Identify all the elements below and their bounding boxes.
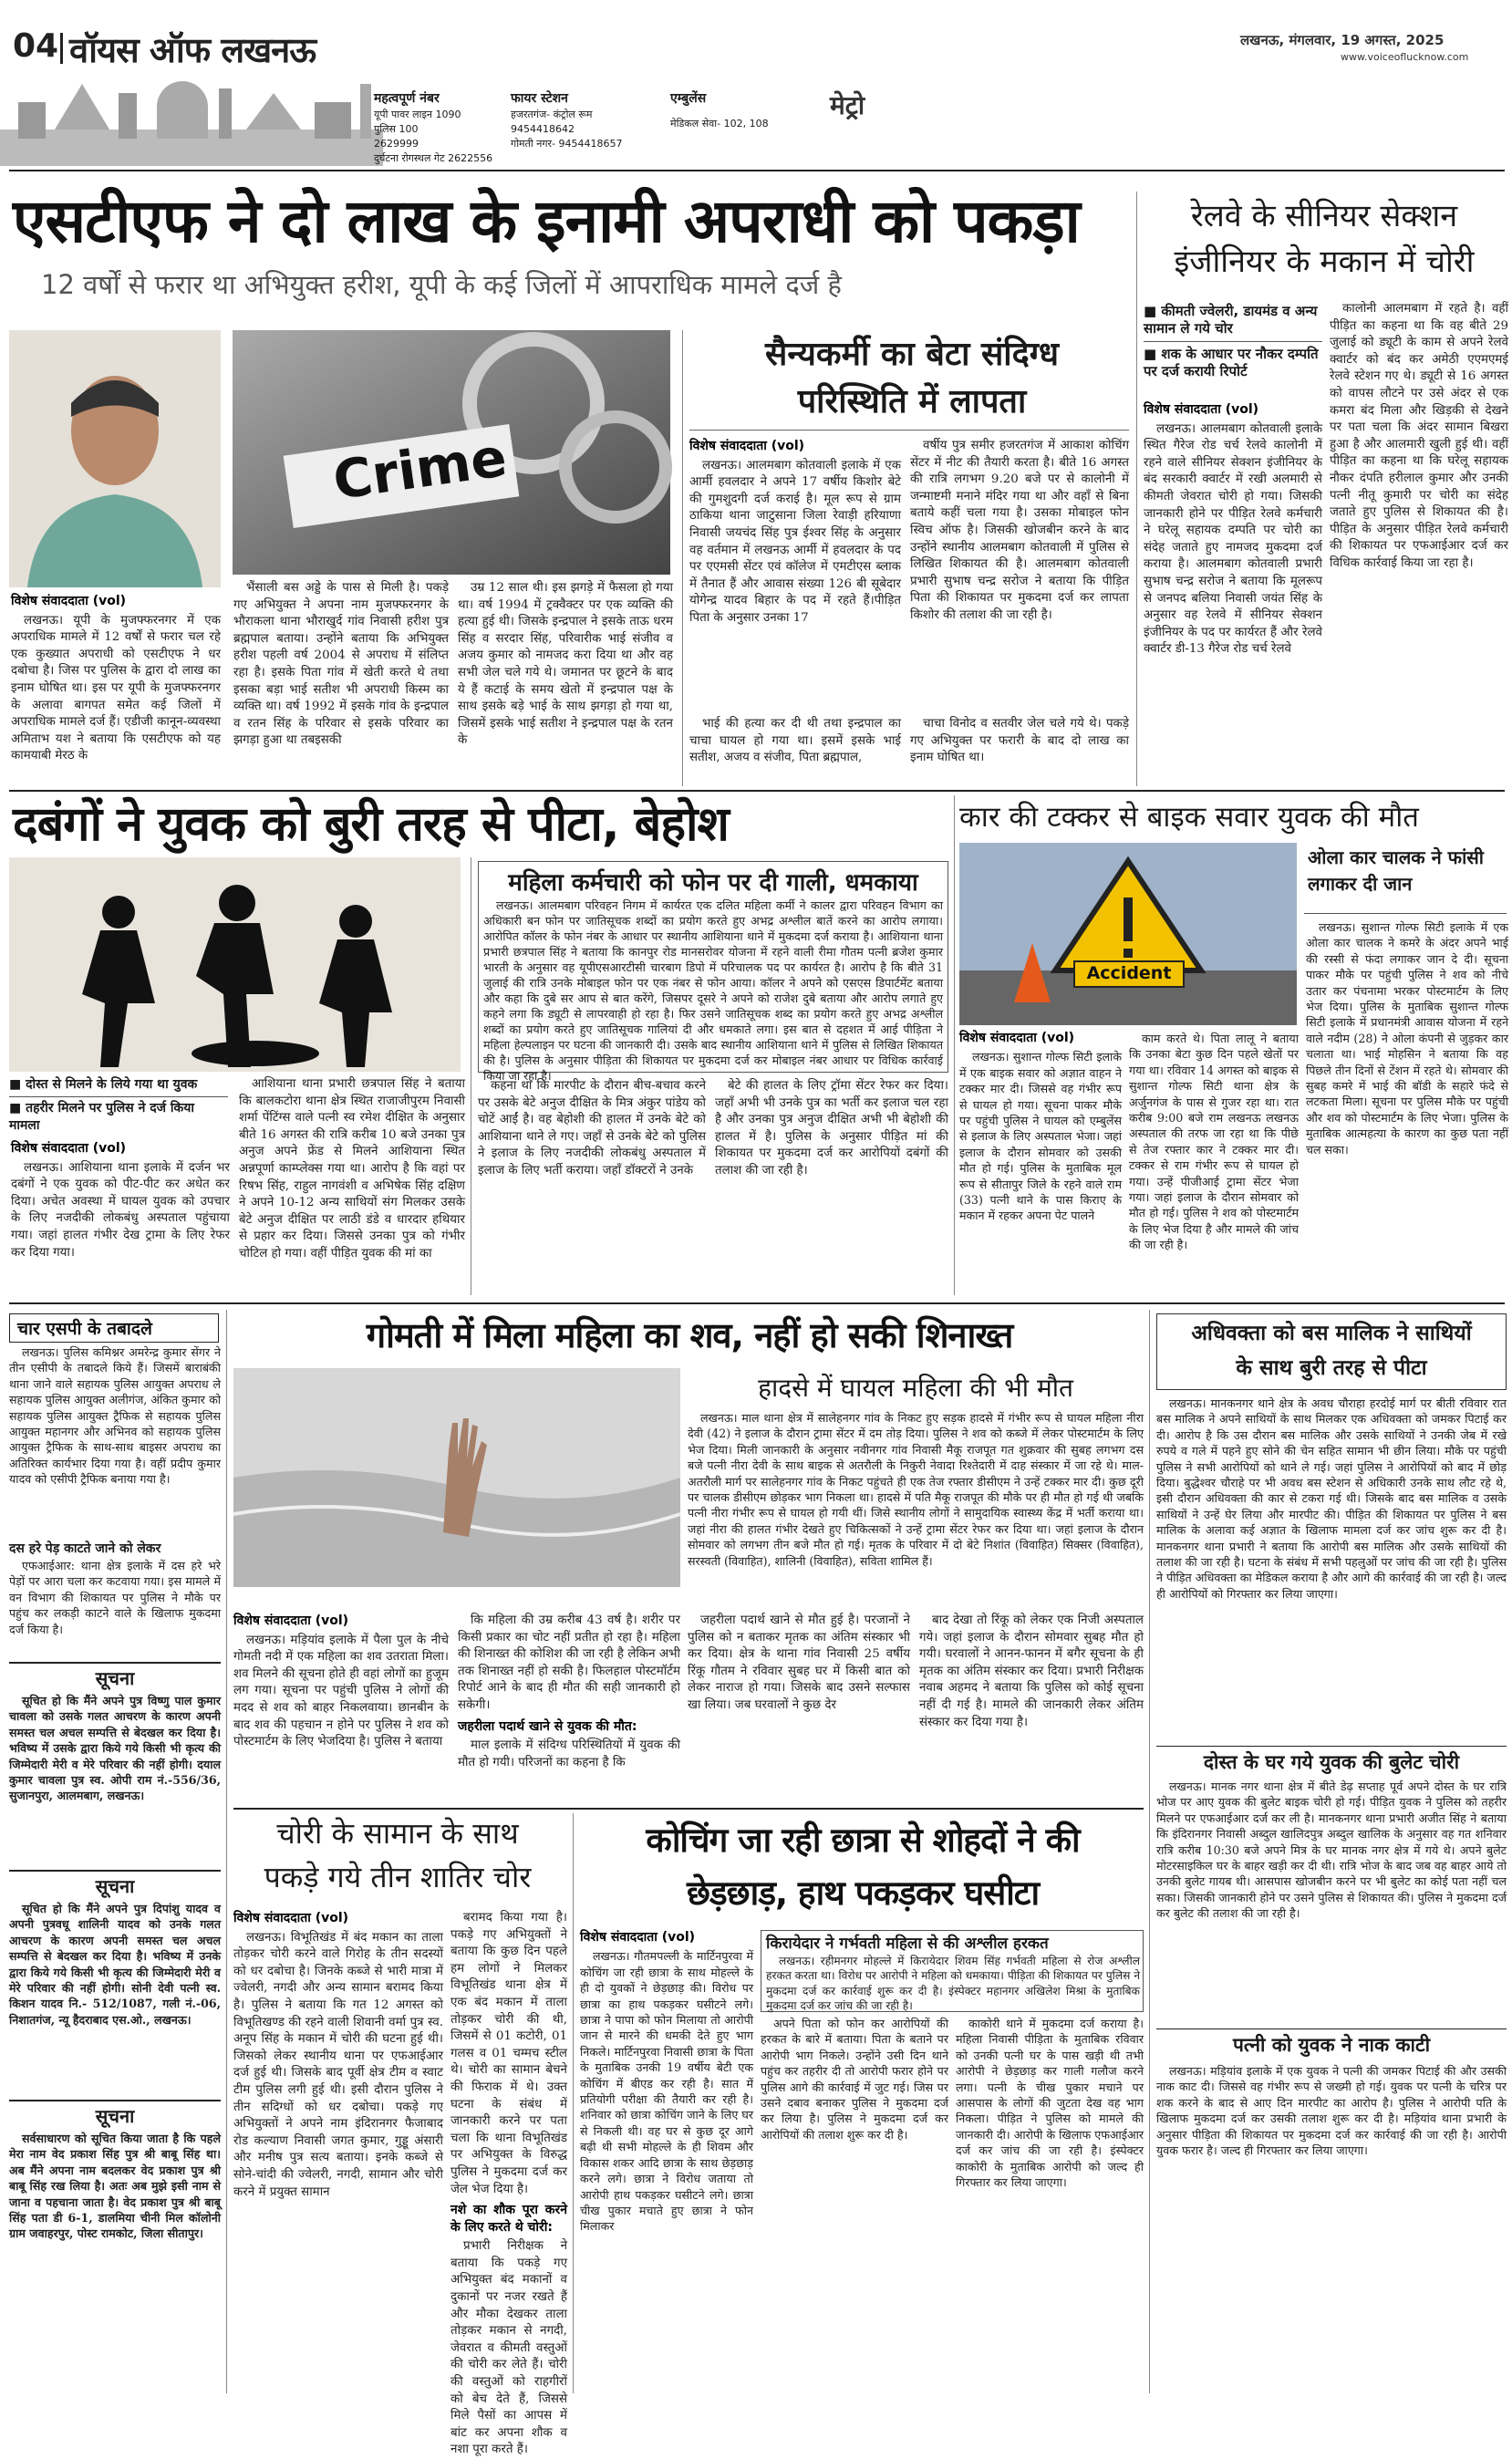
abuse-headline: महिला कर्मचारी को फोन पर दी गाली, धमकाया: [508, 869, 918, 897]
section-rule: [233, 1808, 1144, 1810]
asp-subhead: दस हरे पेड़ काटते जाने को लेकर: [9, 1541, 161, 1556]
divider: [1136, 192, 1137, 786]
theft-column-1: विशेष संवाददाता (vol) लखनऊ। विभूतिखंड में बंद मकान का ताला तोड़कर चोरी करने वाले गिरोह के तीन सदस्यों को धर दबोचा है। जिनके कब्जे से भारी मात्रा में ज्वेलरी, नगदी और अन्य सामान बरामद किया है। पुलिस ने बताया कि गत 12 अगस्त को विभूतिखण्ड की रहने वाली शिवानी वर्मा पुत्र स्व. अनूप सिंह के मकान में चोरी की घटना हुई थी। जिसको लेकर स्थानीय थाना पर एफआईआर दर्ज हुई थी। जिसके बाद पूर्वी क्षेत्र टीम व स्वाट टीम पुलिस लगी हुई थी। इसी दौरान पुलिस ने तीन सदिग्धों को धर दबोचा। पकड़े गए अभियुक्तों ने अपने नाम इंदिरानगर फैजाबाद रोड कल्याण निवासी जगत कुमार, गुड्डू अंसारी और मनीष पुत्र सत्य बताया। इनके कब्जे से सोने-चांदी की ज्वेलरी, नगदी, सामान और चोरी करने में प्रयुक्त सामान: [233, 1911, 443, 2199]
masthead: [0, 0, 1512, 173]
asp-headline: चार एसपी के तबादले: [9, 1313, 219, 1343]
railway-column-1: विशेष संवाददाता (vol) लखनऊ। आलमबाग कोतवाली इलाके स्थित गैरेज रोड चर्च रेलवे कालोनी में रहने वाले सीनियर सेक्शन इंजीनियर के बंद सरकारी क्वार्टर में रखी अलमारी से कीमती जेवरात चोरी हो गया। जिसकी जानकारी होने पर पीड़ित रेलवे कर्मचारी ने घरेलू सहायक दम्पति पर चोरी का संदेह जताते हुए नामजद मुकदमा दर्ज कराया है। आलमबाग कोतवाली प्रभारी सुभाष चन्द्र सरोज ने बताया कि मूलरूप से जनपद बलिया निवासी जयंत सिंह के अनुसार वह रेलवे में सीनियर सेक्शन इंजीनियर के पद पर कार्यरत हैं और रेलवे क्वार्टर डी-13 गैरेज रोड चर्च रेलवे: [1144, 402, 1322, 657]
ola-column: लखनऊ। सुशान्त गोल्फ सिटी इलाके में एक ओला कार चालक ने कमरे के अंदर अपने भाई की रस्सी से फंदा लगाकर जान दे दी। सूचना पाकर मौके पर पहुंची पुलिस ने शव को नीचे उतार कर पंचनामा भरकर पोस्टमार्टम के लिए भेज दिया। पुलिस के मुताबिक सुशान्त गोल्फ सिटी इलाके में प्रधानमंत्री आवास योजना में रहने वाले नदीम (28) ने ओला कंपनी से जुड़कर कार चलाता था। भाई मोहसिन ने बताया कि वह पिछले तीन दिनों से टेंशन में रहते थे। सोमवार की सुबह कमरे में भाई की बॉडी के सहारे फंदे से लटकता मिला। सूचना पर पुलिस मौके पर पहुंची और शव को पोस्टमार्टम के लिए भेजा। पुलिस के मुताबिक आत्महत्या के कारण का कुछ पता नहीं चल सका।: [1306, 920, 1508, 1157]
theft-column-2: बरामद किया गया है। पकड़े गए अभियुक्तों ने बताया कि कुछ दिन पहले हम लोगों ने मिलकर विभूतिखंड थाना क्षेत्र में एक बंद मकान में ताला तोड़कर चोरी की थी, जिसमें से 01 कटोरी, 01 गलस व 01 चम्मच स्टील थे। चोरी का सामान बेचने की फिराक में थे। उक्त घटना के संबंध में जानकारी करने पर पता चला कि थाना विभूतिखंड पर अभियुक्त के विरुद्ध पुलिस ने मुकदमा दर्ज कर जेल भेज दिया है। नशे का शौक पूरा करने के लिए करते थे चोरी: प्रभारी निरीक्षक ने बताया कि पकड़े गए अभियुक्त बंद मकानों व दुकानों पर नजर रखते हैं और मौका देखकर ताला तोड़कर मकान से नगदी, जेवरात व कीमती वस्तुओं की चोरी कर लेते हैं। चोरी की वस्तुओं को राहगीरों को बेच देते हैं, जिससे मिले पैसों का आपस में बांट कर अपना शौक व नशा पूरा करते हैं।: [450, 1911, 567, 2457]
advocate-text: लखनऊ। मानकनगर थाने क्षेत्र के अवध चौराहा हरदोई मार्ग पर बीती रविवार रात बस मालिक ने अपने साथियों के साथ मिलकर एक अधिवक्ता को जमकर पिटाई कर दी। आरोप है कि उस दौरान बस मालिक और उसके साथियों ने उनकी जेब में रखे रुपये व गले में पहने हुए सोने की चेन सहित सामान भी छीन लिया। मौके पर पहुंची पुलिस ने सभी आरोपियों को थाने ले गई। जहां पुलिस ने आरोपियों को बाद में छोड़ दिया। बुद्धेश्वर चौराहे पर भी अवध बस स्टेशन से अधिकारी उनके साथ लौट रहे थे, इसी दौरान अधिवक्ता की कार से टकरा गई थी। जिसके बाद बस मालिक व उसके साथियों ने उन्हें घेर लिया और मारपीट की। पीड़ित की शिकायत पर पुलिस ने बस मालिक के अलावा कई अज्ञात के खिलाफ मामला दर्ज कर जांच शुरू कर दी है। मानकनगर थाना प्रभारी ने बताया कि आरोपी बस मालिक और उसके साथियों की तलाश की जा रही है। घटना के संबंध में सभी पहलुओं पर जांच की जा रही है। पुलिस ने पीड़ित अधिवक्ता का मेडिकल कराया है और आगे की कार्रवाई की जा रही है। जल्द ही आरोपियों को गिरफ्तार कर लिया जाएगा।: [1156, 1396, 1507, 1601]
advocate-headline-1: अधिवक्ता को बस मालिक ने साथियों: [1191, 1322, 1472, 1345]
rail-rule: [9, 2100, 221, 2101]
fire-list: हजरतगंज- कंट्रोल रूम 9454418642 गोमती नगर- 9454418657: [511, 109, 623, 150]
assault-photo: [9, 857, 461, 1072]
gomti-column-1: विशेष संवाददाता (vol) लखनऊ। मड़ियांव इलाके में पैला पुल के नीचे गोमती नदी में एक महिला का शव उतराता मिला। शव मिलने की सूचना होते ही वहां लोगों का हुजूम लग गया। सूचना पर पहुंची पुलिस ने लोगों की मदद से शव को बाहर निकलवाया। छानबीन के बाद शव की पहचान न होने पर पुलिस ने शव को पोस्टमार्टम के लिए भेजदिया है। पुलिस ने बताया: [233, 1613, 449, 1749]
page-number: 04: [13, 27, 59, 65]
gomti-headline: गोमती में मिला महिला का शव, नहीं हो सकी शिनाख्त: [366, 1315, 1013, 1355]
lead-column-2: भैंसाली बस अड्डे के पास से मिली है। पकड़े गए अभियुक्त ने अपना नाम मुजफ्फरनगर के भौराकला थाना भौराखुर्द गांव निवासी हरीश पुत्र ब्रह्मपाल बताया। उन्होंने बताया कि अभियुक्त हरीश पहली वर्ष 2004 से अपराध में संलिप्त रहा है। इसके पिता गांव में खेती करते थे तथा इसका बड़ा भाई सतीश भी अपराधी किस्म का व्यक्ति था। वर्ष 1992 में इसके गांव के इन्द्रपाल व रतन सिंह के परिवार से इसके परिवार का झगड़ा हुआ था तबइसकी: [233, 581, 449, 748]
accident-byline: विशेष संवाददाता (vol): [959, 1031, 1075, 1045]
bullet-theft-text: लखनऊ। मानक नगर थाना क्षेत्र में बीते डेढ़ सप्ताह पूर्व अपने दोस्त के घर रात्रि भोज पर आए युवक की बुलेट बाइक चोरी हो गई। पीड़ित युवक ने पुलिस को तहरीर मिलने पर एफआईआर दर्ज कर ली है। मानकनगर थाना प्रभारी अजीत सिंह ने बताया कि इंदिरानगर निवासी अब्दुल खालिदपुत्र अब्दुल खालिक के अनुसार वह गत शनिवार रात्रि करीब 10:30 बजे अपने मित्र के घर मानक नगर क्षेत्र में गये थे। अपने बुलेट मोटरसाइकिल घर के बाहर खड़ी कर दी थी। रात्रि भोज के बाद जब वह बाहर आये तो उनकी बुलेट गायब थी। आसपास खोजबीन करने पर भी बुलेट का कोई पता नहीं चल सका। जिसकी जानकारी होने पर उसने पुलिस से शिकायत की। पुलिस ने मुकदमा दर्ज कर बुलेट की तलाश की जा रही है।: [1156, 1779, 1507, 1921]
accident-sign-label: Accident: [1086, 963, 1172, 983]
advocate-headline-2: के साथ बुरी तरह से पीटा: [1236, 1356, 1427, 1380]
injured-text: लखनऊ। माल थाना क्षेत्र में सालेहनगर गांव के निकट हुए सड़क हादसे में गंभीर रूप से घायल महिला नीरा देवी (42) ने इलाज के दौरान ट्रामा सेंटर में दम तोड़ दिया। पुलिस ने शव को कब्जे में लेकर पोस्टमार्टम के लिए भेज दिया। मिली जानकारी के अनुसार नवीनगर गांव निवासी मैकू राजपूत गत शुक्रवार की सुबह लगभग दस बजे पत्नी नीरा देवी के साथ बाइक से अतरौली के निकुरी नेवादा रिश्तेदारी में दाह संस्कार में जा रहे थे। माल-अतरौली मार्ग पर सालेहनगर गांव के निकट पहुंचते ही एक तेज रफ्तार डीसीएम ने उन्हें टक्कर मार दी। कुछ दूरी पर चालक डीसीएम छोड़कर भाग निकला था। हादसे में पति मैकू राजपूत की मौके पर ही मौत हो गई थी जबकि पत्नी नीरा गंभीर रूप से घायल हो गयी थीं। जिसे स्थानीय लोगों ने सामुदायिक स्वास्थ्य केंद्र में भर्ती कराया था। जहां नीरा की हालत गंभीर देखते हुए चिकित्सकों ने उन्हें ट्रामा सेंटर रेफर कर दिया था। जहां इलाज के दौरान सोमवार को लगभग तीन बजे मौत हो गई। मृतक के परिवार में दो बेटे निशांत (विवाहित) सिक्सर (विवाहित), सरस्वती (विवाहित), शालिनी (विवाहित), सविता शामिल हैं।: [688, 1411, 1144, 1568]
nose-text: लखनऊ। मड़ियांव इलाके में एक युवक ने पत्नी की जमकर पिटाई की और उसकी नाक काट दी। जिससे वह गंभीर रूप से जख्मी हो गई। युवक पर पत्नी के चरित्र पर शक करने के बाद से आए दिन मारपीट का आरोप है। पुलिस ने आरोपी पति के खिलाफ मुकदमा दर्ज कर उसकी तलाश शुरू कर दी है। मड़ियांव थाना प्रभारी के अनुसार पीड़िता की शिकायत पर मुकदमा दर्ज कर कार्रवाई की जा रही है। आरोपी युवक फरार है। जल्द ही गिरफ्तार कर लिया जाएगा।: [1156, 2064, 1507, 2158]
accident-column-1: विशेष संवाददाता (vol) लखनऊ। सुशान्त गोल्फ सिटी इलाके में एक बाइक सवार को अज्ञात वाहन ने टक्कर मार दी। जिससे वह गंभीर रूप से घायल हो गया। सूचना पाकर मौके पर पहुंची पुलिस ने घायल को एम्बुलेंस से इलाज के लिए अस्पताल भेजा। जहां इलाज के दौरान सोमवार को उसकी मौत हो गई। पुलिस के मुताबिक मूल रूप से सीतापुर जिले के रहने वाले राम (33) पत्नी थाने के पास किराए के मकान में रहकर अपना पेट पालने: [959, 1031, 1122, 1223]
notice-3-text: सर्वसाधारण को सूचित किया जाता है कि पहले मेरा नाम वेद प्रकाश सिंह पुत्र श्री बाबू सिंह था। अब मैंने अपना नाम बदलकर वेद प्रकाश पुत्र श्री बाबू सिंह रख लिया है। अतः अब मुझे इसी नाम से जाना व पहचाना जाता है। वेद प्रकाश पुत्र श्री बाबू सिंह पता डी 6-1, डालमिया चीनी मिल कॉलोनी ग्राम जवाहरपुर, पोस्ट रामकोट, जिला सीतापुर।: [9, 2132, 221, 2241]
theft-headline-2: पकड़े गये तीन शातिर चोर: [264, 1860, 532, 1894]
gomti-column-3: जहरीला पदार्थ खाने से मौत हुई है। परजानों ने पुलिस को न बताकर मृतक का अंतिम संस्कार भी कर दिया। क्षेत्र के थाना गांव निवासी 25 वर्षीय रिंकू गौतम ने रविवार सुबह घर में किसी बात को लेकर नाराज हो गया। जिसके बाद उसने सल्फास खा लिया। जब घरवालों ने कुछ देर: [688, 1613, 910, 1712]
assault-column-4: बेटे की हालत के लिए ट्रॉमा सेंटर रेफर कर दिया। जहाँ अभी भी उनके पुत्र का भर्ती कर इलाज चल रहा है और उनका पुत्र अनुज दीक्षित अभी भी बेहोशी की हालत में है। पुलिस के अनुसार पीड़ित मां की शिकायत पर मुकदमा दर्ज कर आरोपियों दबंगों की तलाश की जा रही है।: [715, 1079, 948, 1178]
notice-1-title: सूचना: [95, 1667, 135, 1689]
tenant-headline: किरायेदार ने गर्भवती महिला से की अश्लील हरकत: [766, 1935, 1049, 1953]
paper-title: वॉयस ऑफ लखनऊ: [69, 30, 316, 70]
coaching-column-2: अपने पिता को फोन कर आरोपियों की हरकत के बारे में बताया। पिता के बताने पर आरोपी भाग निकले। उन्होंने उसी दिन थाने पहुंच कर तहरीर दी तो आरोपी फरार होने पर पुलिस आगे की कार्रवाई में जुट गई। जिस पर उसने दबाव बनाकर पुलिस ने मुकदमा दर्ज कर लिया है। पुलिस ने मुकदमा दर्ज कर आरोपियों की तलाश शुरू कर दी है।: [761, 2017, 948, 2142]
poison-headline: जहरीला पदार्थ खाने से युवक की मौत:: [458, 1718, 637, 1734]
divider: [226, 1310, 227, 2393]
rail-rule: [9, 1662, 221, 1664]
assault-column-3: कहना था कि मारपीट के दौरान बीच-बचाव करने पर उसके बेटे अनुज दीक्षित के मित्र अंकुर पांडेय को चोटें आईं है। वह बेहोशी की हालत में उनके बेटे को आशियाना थाने ले गए। जहाँ से उनके बेटे को पुलिस ने इलाज के लिए नजदीकी लोकबंधु अस्पताल में इलाज के लिए भर्ती कराया। जहाँ डॉक्टरों ने उनके: [478, 1079, 706, 1178]
website: www.voiceoflucknow.com: [1341, 51, 1469, 63]
notice-2-title: सूचना: [95, 1875, 135, 1897]
missing-column-2: वर्षीय पुत्र समीर हजरतगंज में आकाश कोचिंग सेंटर में नीट की तैयारी करता है। बीते 16 अगस्त की रात्रि लगभग 9.20 बजे पर से कालोनी में जन्माष्टमी मनाने मंदिर गया था और वहाँ से बिना बताये कहीं चला गया है। उसका मोबाइल फोन स्विच ऑफ है। जिसकी खोजबीन करने के बाद उन्होंने स्थानीय आलमबाग कोतवाली में पुलिस से लिखित शिकायत की है। आलमबाग कोतवाली प्रभारी सुभाष चन्द्र सरोज ने बताया कि पीड़ित पिता की शिकायत पर मुकदमा दर्ज कर लापता किशोर की तलाश की जा रही है।: [910, 439, 1129, 622]
railway-bullet-1: ■ कीमती ज्वेलरी, डायमंड व अन्य सामान ले गये चोर: [1144, 301, 1322, 342]
masthead-divider: [60, 33, 63, 64]
accident-column-2: काम करते थे। पिता लालू ने बताया कि उनका बेटा कुछ दिन पहले खेतों पर गया था। रविवार 14 अगस्त को बाइक से सुशान्त गोल्फ सिटी थाना क्षेत्र के अर्जुनगंज के पास से गुजर रहा था। रात करीब 9:00 बजे राम लखनऊ लखनऊ अस्पताल की तरफ जा रहा था कि पीछे से तेज रफ्तार कार ने टक्कर मार दी। टक्कर से राम गंभीर रूप से घायल हो गया। उन्हें पीजीआई ट्रामा सेंटर भेजा गया। जहां इलाज के दौरान सोमवार को मौत हो गई। पुलिस ने शव को पोस्टमार्टम के लिए भेज दिया है और मामले की जांच की जा रही है।: [1129, 1032, 1299, 1252]
lead-headline: एसटीएफ ने दो लाख के इनामी अपराधी को पकड़ा: [13, 186, 1080, 256]
coaching-byline: विशेष संवाददाता (vol): [580, 1930, 696, 1945]
railway-headline-2: इंजीनियर के मकान में चोरी: [1174, 244, 1475, 280]
assault-byline: विशेष संवाददाता (vol): [11, 1141, 127, 1156]
assault-bullet-2: ■ तहरीर मिलने पर पुलिस ने दर्ज किया मामला: [9, 1101, 195, 1133]
lead-subhead: 12 वर्षों से फरार था अभियुक्त हरीश, यूपी के कई जिलों में आपराधिक मामले दर्ज है: [41, 269, 842, 300]
coaching-column-4: काकोरी थाने में मुकदमा दर्ज कराया है। महिला निवासी पीड़िता के मुताबिक रविवार को उनकी पत्नी घर के पास खड़ी थी तभी आरोपी ने छेड़छाड़ कर गाली गलौज करने लगा। पत्नी के चीख पुकार मचाने पर आसपास के लोगों की जुटता देख वह भाग निकला। पीड़ित ने पुलिस को मामले की जानकारी दी। आरोपी के खिलाफ एफआईआर दर्ज कर जांच की जा रही है। इंस्पेक्टर काकोरी के मुताबिक आरोपी को जल्द ही गिरफ्तार कर लिया जाएगा।: [956, 2017, 1144, 2190]
assault-column-2: आशियाना थाना प्रभारी छत्रपाल सिंह ने बताया कि बालकटोरा थाना क्षेत्र स्थित राजाजीपुरम निवासी शर्मा पेंटिंग्स वाले पत्नी स्व रमेश दीक्षित के अनुसार बीते 16 अगस्त की रात्रि करीब 10 बजे उनका पुत्र अनुज अपने फ्रेंड से मिलने आशियाना स्थित अन्नपूर्णा काम्प्लेक्स गया था। आरोप है कि वहां पर रिषभ सिंह, राहुल नागवंशी व अभिषेक सिंह दक्षिण ने अपने 10-12 अन्य साथियों संग मिलकर उसके बेटे अनुज दीक्षित पर लाठी डंडे व धारदार हथियार से प्रहार कर दिया। जिससे उनका पुत्र को गंभीर चोटिल हो गया। वहीं पीड़ित युवक की मां का: [239, 1077, 465, 1261]
fire-title: फायर स्टेशन: [511, 91, 568, 106]
crime-photo-label: Crime: [329, 426, 511, 512]
rail-rule: [1156, 1746, 1507, 1747]
date-line: लखनऊ, मंगलवार, 19 अगस्त, 2025: [1240, 32, 1445, 48]
asp-subtext: एफआईआर: थाना क्षेत्र इलाके में दस हरे भरे पेड़ों पर आरा चला कर कटवाया गया। इस मामले में वन विभाग की शिकायत पर पुलिस ने मौके पर पहुंच कर लकड़ी काटने वाले के खिलाफ मुकदमा दर्ज किया है।: [9, 1559, 221, 1636]
notice-3-title: सूचना: [95, 2105, 135, 2127]
missing-byline: विशेष संवाददाता (vol): [689, 439, 805, 453]
railway-bullet-2: ■ शक के आधार पर नौकर दम्पति पर दर्ज करायी रिपोर्ट: [1144, 346, 1319, 379]
theft-headline-1: चोरी के सामान के साथ: [276, 1816, 519, 1851]
coaching-headline-1: कोचिंग जा रही छात्रा से शोहदों ने की: [646, 1821, 1080, 1860]
theft-byline: विशेष संवाददाता (vol): [233, 1911, 349, 1925]
skyline-graphic: [0, 66, 383, 166]
important-title: महत्वपूर्ण नंबर: [374, 91, 440, 106]
missing-column-1: विशेष संवाददाता (vol) लखनऊ। आलमबाग कोतवाली इलाके में एक आर्मी हवलदार ने अपने 17 वर्षीय किशोर बेटे की गुमशुदगी दर्ज कराई है। मूल रूप से ग्राम ठाकिया थाना जाटुसाना जिला रेवाड़ी हरियाणा निवासी जयचंद सिंह पुत्र ईश्वर सिंह के अनुसार वह वर्तमान में लखनऊ आर्मी में हवलदार के पद पर एएमसी सेंटर एवं कॉलेज में एमटीएस ब्लाक में तैनात हैं और आवास संख्या 126 बी सूबेदार योगेन्द्र यादव बिहार के पद में रहते हैं।पीड़ित पिता के अनुसार उनका 17: [689, 439, 901, 625]
tenant-text: लखनऊ। रहीमनगर मोहल्ले में किरायेदार शिवम सिंह गर्भवती महिला से रोज अश्लील हरकत करता था। विरोध पर आरोपी ने महिला को धमकाया। पीड़िता की शिकायत पर पुलिस ने मुकदमा दर्ज कर कार्रवाई शुरू कर दी है। इंस्पेक्टर महानगर अखिलेश मिश्रा के मुताबिक मुकदमा दर्ज कर जांच की जा रही है।: [766, 1955, 1140, 2013]
assault-bullet-1: ■ दोस्त से मिलने के लिये गया था युवक: [9, 1074, 228, 1097]
divider: [573, 1813, 574, 2393]
section-name: मेट्रो: [830, 90, 865, 120]
gomti-column-4: बाद देखा तो रिंकू को लेकर एक निजी अस्पताल गये। जहां इलाज के दौरान सोमवार सुबह मौत हो गयी। घरवालों ने आनन-फानन में बगैर सूचना के ही मृतक का अंतिम संस्कार कर दिया। प्रभारी निरीक्षक नवाब अहमद ने बताया कि पुलिस को कोई सूचना नहीं दी गई है। मामले की जानकारी लेकर अंतिम संस्कार कर दिया गया है।: [919, 1613, 1144, 1729]
asp-text: लखनऊ। पुलिस कमिश्नर अमरेन्द्र कुमार सेंगर ने तीन एसीपी के तबादले किये हैं। जिसमें बाराबंकी थाना जाने वाले सहायक पुलिस आयुक्त अपराध ले सहायक पुलिस आयुक्त अलीगंज, अंकित कुमार को सहायक पुलिस आयुक्त ट्रैफिक से सहायक पुलिस आयुक्त महानगर और अभिनव को सहायक पुलिस आयुक्त ट्रैफिक के साथ-साथ बाइसर अपराध का अतिरिक्त कार्यभार दिया गया है। वहीं प्रदीप कुमार यादव को एसीपी ट्रैफिक बनाया गया है।: [9, 1345, 221, 1487]
ambulance-title: एम्बुलेंस: [670, 91, 707, 106]
accident-headline: कार की टक्कर से बाइक सवार युवक की मौत: [959, 801, 1419, 834]
masthead-rule: [9, 170, 1505, 171]
missing-headline-1: सैन्यकर्मी का बेटा संदिग्ध: [765, 336, 1059, 373]
ambulance-list: मेडिकल सेवा- 102, 108: [670, 118, 769, 130]
railway-tail: चाचा विनोद व सतवीर जेल चले गये थे। पकड़े गए अभियुक्त पर फरारी के बाद दो लाख का इनाम घोषित था।: [910, 717, 1129, 765]
assault-column-1: विशेष संवाददाता (vol) लखनऊ। आशियाना थाना इलाके में दर्जन भर दबंगों ने एक युवक को पीट-पीट कर अधेत कर दिया। अचेत अवस्था में घायल युवक को उपचार के लिए नजदीकी लोकबंधु अस्पताल पहुंचाया गया। जहां हालत गंभीर देख ट्रामा के लिए रेफर कर दिया गया।: [11, 1141, 230, 1260]
gomti-column-2: कि महिला की उम्र करीब 43 वर्ष है। शरीर पर किसी प्रकार का चोट नहीं प्रतीत हो रहा है। महिला की शिनाख्त की कोशिश की जा रही है लेकिन अभी तक शिनाख्त नहीं हो सकी है। फिलहाल पोस्टमॉर्टम रिपोर्ट आने के बाद ही मौत की सही जानकारी हो सकेगी। जहरीला पदार्थ खाने से युवक की मौत: माल इलाके में संदिग्ध परिस्थितियों में युवक की मौत हो गयी। परिजनों का कहना है कि: [458, 1613, 680, 1769]
lead-column-3: उम्र 12 साल थी। इस झगड़े में फैसला हो गया था। वर्ष 1994 में ट्रक्वैक्टर पर एक व्यक्ति की हत्या हुई थी। जिसके इन्द्रपाल ने इसके ताऊ धरम सिंह व सरदार सिंह, परिवारीक भाई संजीव व अजय कुमार को नामजद करा दिया था और वह सभी जेल चले गये थे। जमानत पर छूटने के बाद ये हैं कटाई के समय खेतो में इन्द्रपाल पक्ष के साथ इसके बड़े भाई के साथ झगड़ा हो गया था, जिसमें इसके भाई सतीश ने इन्द्रपाल पक्ष के रतन के: [458, 581, 673, 748]
railway-bullets: [1144, 301, 1322, 392]
accident-photo: [959, 843, 1297, 1025]
notice-1-text: सूचित हो कि मैंने अपने पुत्र विष्णु पाल कुमार चावला को उसके गलत आचरण के कारण अपनी समस्त चल अचल सम्पत्ति से बेदखल कर दिया है। भविष्य में उसके द्वारा किये गये किसी भी कृत्य की जिम्मेदारी मेरी व मेरे परिवार की नहीं होगी। दयाल कुमार चावला पुत्र स्व. ओपी राम नं.-556/36, सुजानपुरा, आलमबाग, लखनऊ।: [9, 1694, 221, 1803]
railway-byline: विशेष संवाददाता (vol): [1144, 402, 1259, 417]
section-rule: [9, 790, 1505, 792]
rail-rule: [9, 1870, 221, 1872]
divider: [1149, 1310, 1150, 2393]
crime-photo: [233, 330, 670, 575]
abuse-text: लखनऊ। आलमबाग परिवहन निगम में कार्यरत एक दलित महिला कर्मी ने कालर द्वारा परिवहन विभाग का अधिकारी बन फोन पर जातिसूचक शब्दों का प्रयोग करते हुए अभद्र अश्लील बातें करने का आरोप लगाया। आरोपित कॉलर के फोन नंबर के आधार पर स्थानीय आशियाना थाने में मुकदमा दर्ज कराया है। आशियाना थाना प्रभारी छत्रपाल सिंह ने बताया कि कानपुर रोड मानसरोवर योजना में रहने वाली रीमा गौतम पत्नी ब्रजेश कुमार भारती के अनुसार वह यूपीएसआरटीसी चारबाग डिपो में परिचालक पद पर कार्यरत है। आरोप है कि बीते 31 जुलाई की रात्रि उनके मोबाइल फोन पर एक नंबर से फोन आया। कॉलर ने अपने को एसएस डिपार्टमेंट बताया और कहा कि दुबे सर आप से बात करेंगे, जिसपर दूसरे ने अपने को राजेश दुबे बताया और आरोप लगाते हुए कहने लगा कि ड्यूटी से लापरवाही हो रहा है। फिर उसने जातिसूचक शब्द का प्रयोग करते हुए अभद्र अश्लील शब्दों का प्रयोग करते हुए जातिसूचक गालियां दी और धमकाते लगा। इस बात से दहशत में आई पीड़िता ने महिला हेल्पलाइन पर घटना की जानकारी दी। उसके बाद स्थानीय आशियाना थाने में पुलिस से लिखित शिकायत की है। पुलिस के अनुसार पीड़िता की शिकायत पर मुकदमा दर्ज कर मोबाइल नंबर आधार पर विधिक कार्रवाई किया जा रहा है।: [483, 898, 943, 1083]
important-list: यूपी पावर लाइन 1090 पुलिस 100 2629999 दुर्घटना रोगस्थल गेट 2622556: [374, 109, 493, 164]
bullet-theft-headline: दोस्त के घर गये युवक की बुलेट चोरी: [1203, 1751, 1460, 1773]
lead-tail: भाई की हत्या कर दी थी तथा इन्द्रपाल का चाचा घायल हो गया था। इसमें इसके भाई सतीश, अजय व संजीव, पिता ब्रह्मपाल,: [689, 717, 901, 765]
lead-column-1: विशेष संवाददाता (vol) लखनऊ। यूपी के मुजफ्फरनगर में एक अपराधिक मामले में 12 वर्षों से फरार चल रहे एक कुख्यात अपराधी को एसटीएफ ने धर दबोचा है। जिस पर पुलिस के द्वारा दो लाख का इनाम घोषित था। इस पर यूपी के मुजफ्फरनगर के अलावा बागपत समेत कई जिलों में अपराधिक मामले दर्ज हैं। एडीजी कानून-व्यवस्था अमिताभ यश ने बताया कि एसटीएफ को यह कामयाबी मेरठ के: [11, 594, 221, 763]
divider: [682, 330, 683, 786]
ola-headline: ओला कार चालक ने फांसी लगाकर दी जान: [1308, 846, 1484, 895]
section-rule: [9, 1302, 1505, 1304]
lead-byline: विशेष संवाददाता (vol): [11, 594, 127, 608]
railway-column-top: कालोनी आलमबाग में रहते है। वहीं पीड़ित का कहना था कि वह बीते 29 जुलाई को ड्यूटी के काम से अपने रेलवे क्वार्टर को बंद कर अमेठी एएमएमई रेलवे स्टेशन गए थे। ड्यूटी से 16 अगस्त को वापस लौटने पर उसे अंदर से एक कमरा बंद मिला और खिड़की से देखने पर पता चला कि अंदर सामान बिखरा हुआ है और आलमारी खुली हुई थी। वहीं पीड़ित का कहना था कि घरेलू सहायक नौकर दंपति हरीलाल कुमार और उनकी पत्नी नीतू कुमारी पर चोरी का संदेह जताते हुए पुलिस से शिकायत की है। पीड़ित के अनुसार पीड़ित रेलवे कर्मचारी की शिकायत पर एफआईआर दर्ज कर विधिक कार्रवाई किया जा रहा है।: [1330, 302, 1508, 570]
assault-bullets: [9, 1074, 228, 1135]
coaching-column-1: विशेष संवाददाता (vol) लखनऊ। गौतमपल्ली के मार्टिनपुरवा में कोचिंग जा रही छात्रा के साथ मोहल्ले के ही दो युवकों ने छेड़छाड़ की। विरोध पर छात्रा का हाथ पकड़कर घसीटने लगे। छात्रा ने पापा को फोन मिलाया तो आरोपी जान से मारने की धमकी देते हुए भाग निकले। मार्टिनपुरवा निवासी छात्रा के पिता के मुताबिक उनकी 19 वर्षीय बेटी एक कोचिंग में बीएड कर रही है। सात में प्रतियोगी परीक्षा की तैयारी कर रही है। शनिवार को छात्रा कोचिंग जाने के लिए घर से निकली थी। वह घर से कुछ दूर आगे बढ़ी थी सभी मोहल्ले के ही शिवम और विकास शकर आदि छात्रा के साथ छेड़छाड़ करने लगे। छात्रा ने विरोध जताया तो आरोपी हाथ पकड़कर घसीटने लगे। छात्रा चीख पुकार मचाते हुए छात्रा ने फोन मिलाकर: [580, 1930, 753, 2234]
divider: [954, 795, 955, 1295]
gomti-byline: विशेष संवाददाता (vol): [233, 1613, 349, 1628]
missing-headline-2: परिस्थिति में लापता: [797, 383, 1027, 420]
assault-headline: दबंगों ने युवक को बुरी तरह से पीटा, बेहोश: [13, 797, 729, 852]
accused-photo: [9, 330, 221, 587]
river-photo: [233, 1368, 680, 1587]
railway-headline-1: रेलवे के सीनियर सेक्शन: [1190, 198, 1458, 234]
coaching-headline-2: छेड़छाड़, हाथ पकड़कर घसीटा: [686, 1873, 1040, 1913]
nose-headline: पत्नी को युवक ने नाक काटी: [1232, 2034, 1431, 2056]
rail-rule: [1156, 2028, 1507, 2029]
injured-headline: हादसे में घायल महिला की भी मौत: [758, 1373, 1073, 1403]
notice-2-text: सूचित हो कि मैंने अपने पुत्र दिपांशु यादव व अपनी पुत्रवधू शालिनी यादव को उनके गलत आचरण के कारण अपनी समस्त चल अचल सम्पत्ति से बेदखल कर दिया है। भविष्य में उनके द्वारा किये गये किसी भी कृत्य की जिम्मेदारी मेरी व मेरे परिवार की नहीं होगी। सोनी देवी पत्नी स्व. किशन यादव नि.- 512/1087, गली नं.-06, निशातगंज, न्यू हैदराबाद एस.ओ., लखनऊ।: [9, 1902, 221, 2027]
theft-subhead: नशे का शौक पूरा करने के लिए करते थे चोरी:: [450, 2203, 567, 2235]
